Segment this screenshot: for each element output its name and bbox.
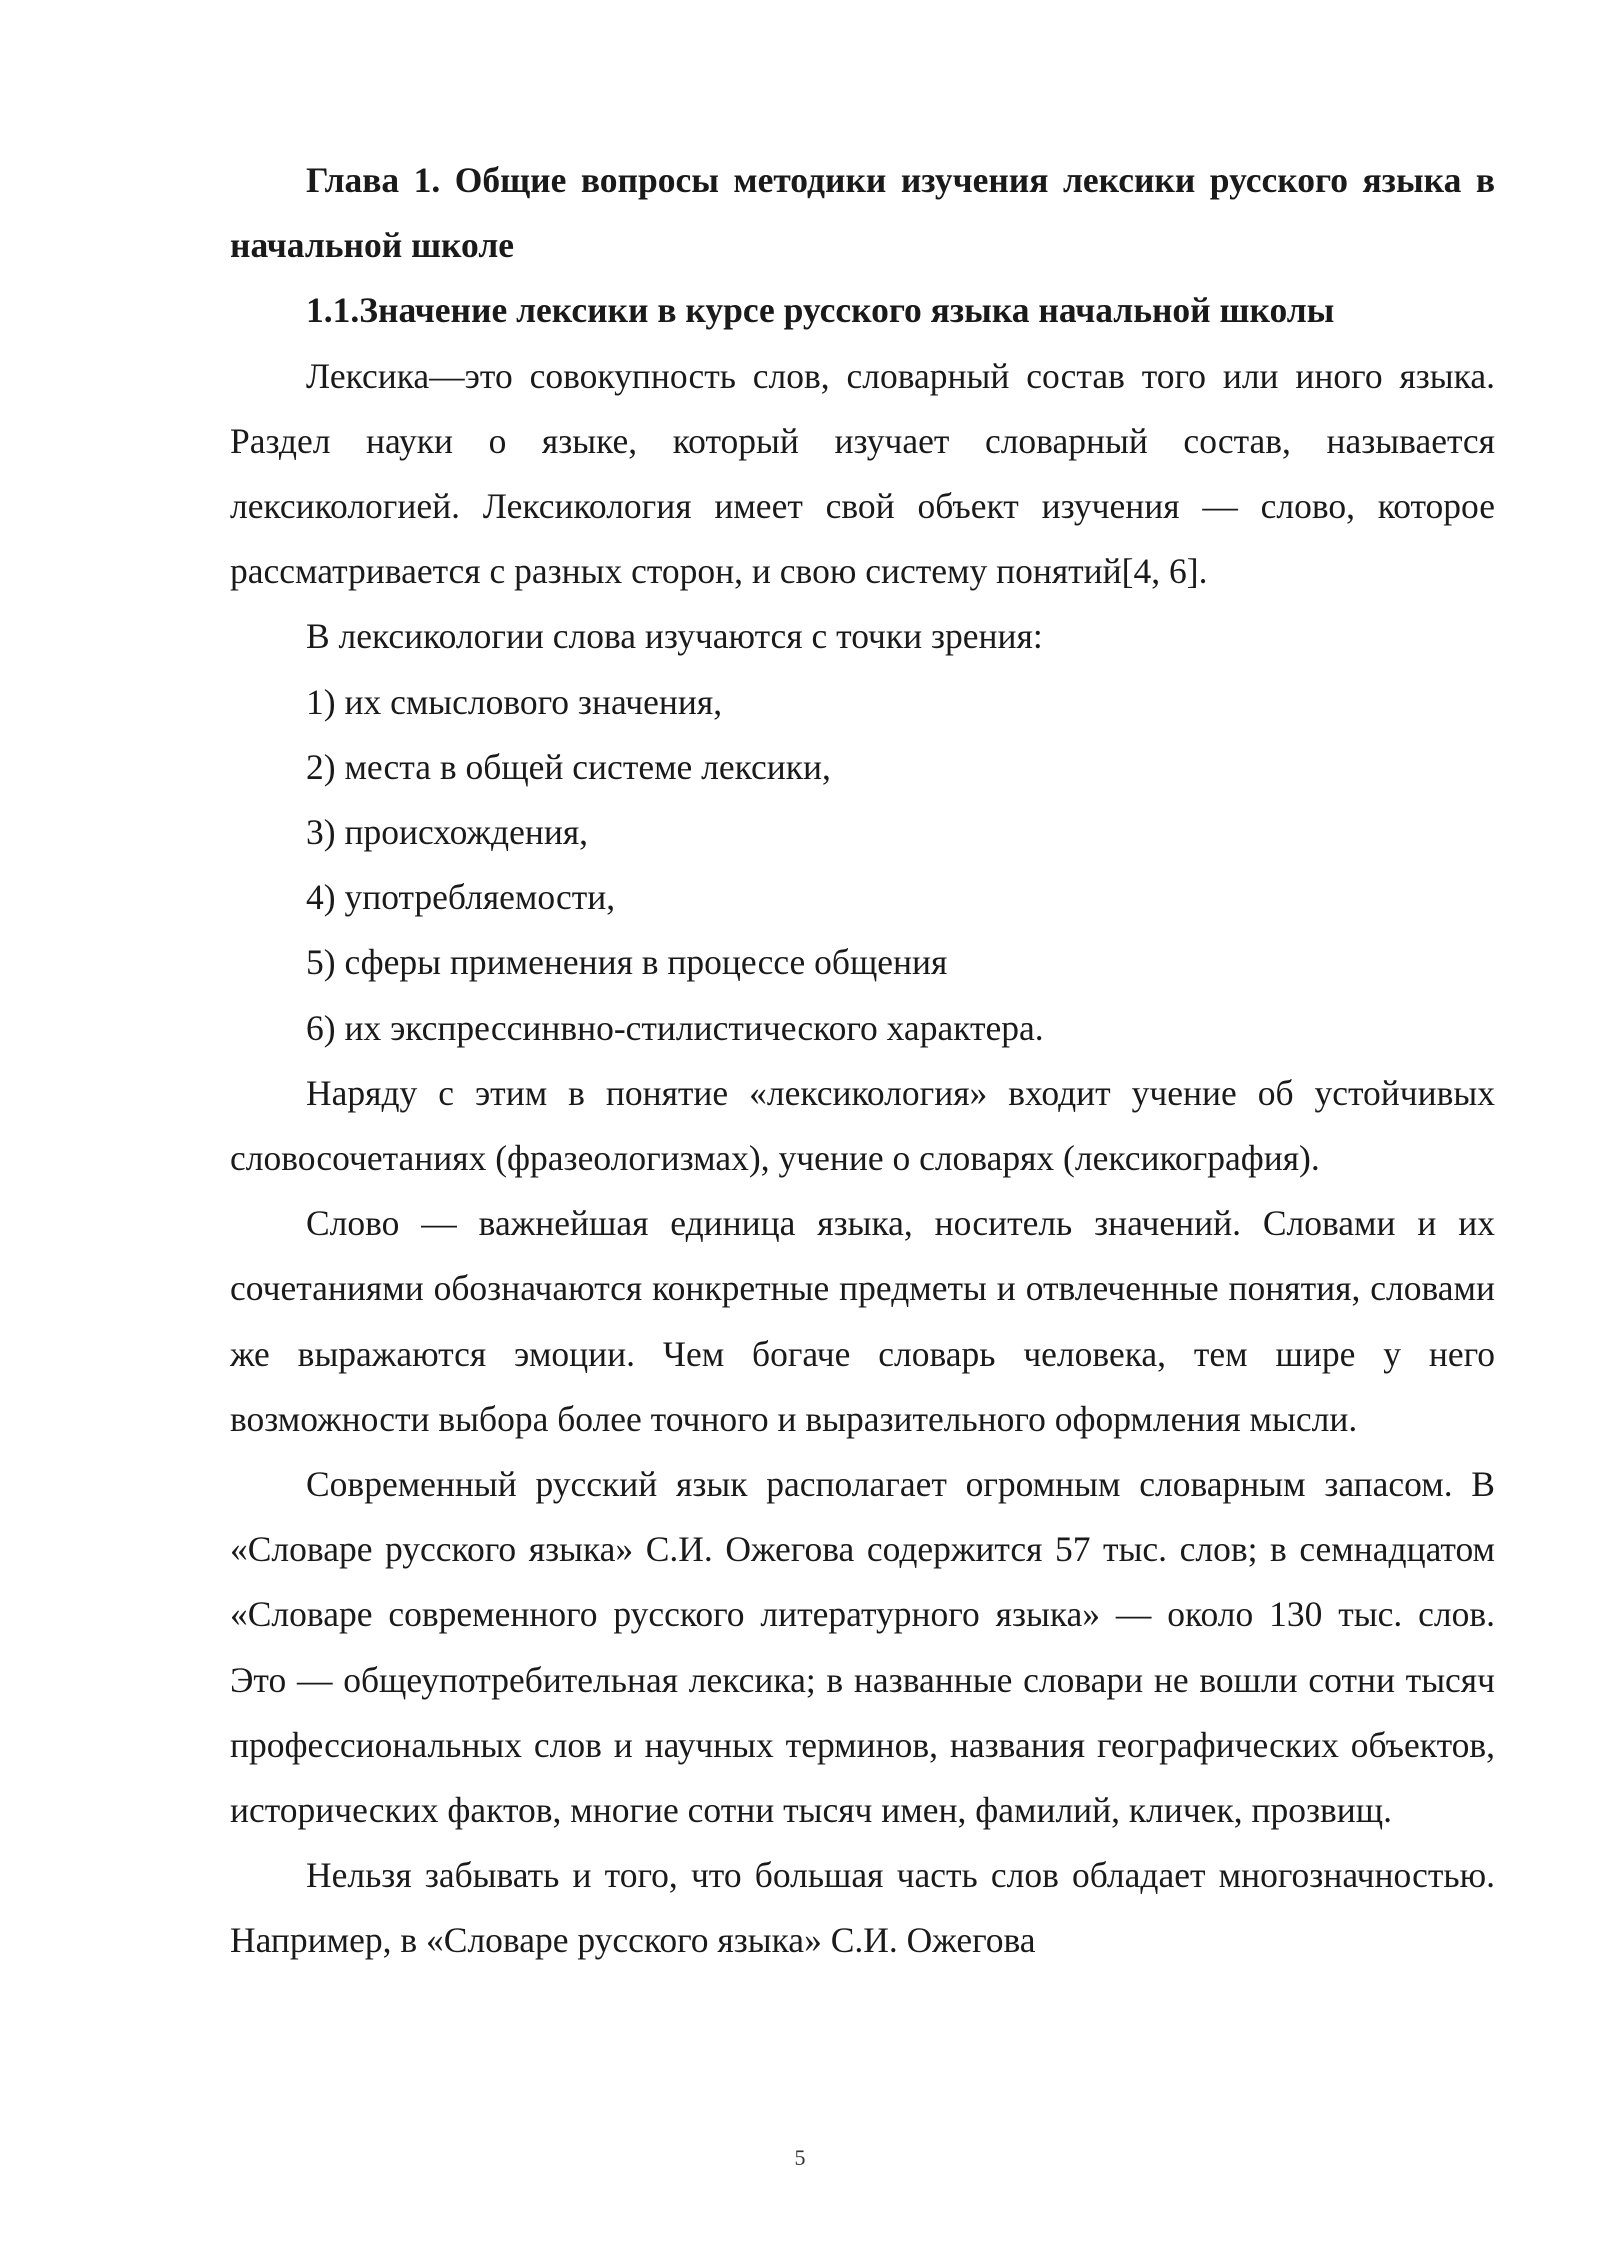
list-item: 1) их смыслового значения, (306, 681, 723, 722)
paragraph-lexicology-aspects: В лексикологии слова изучаются с точки зрения: (306, 616, 1043, 657)
paragraph-polysemy: Нельзя забывать и того, что большая часть слов обладает многозначностью. Например, в «Словаре русского языка» С.И. Ожегова (230, 1855, 1495, 1961)
paragraph-lexicon-definition: Лексика—это совокупность слов, словарный состав того или иного языка. Раздел науки о языке, который изучает словарный состав, называется лексикологией. Лексикология имеет свой объект изучения — слово, которое рассматривается с разных сторон, и свою систему понятий[4, 6]. (230, 355, 1495, 592)
chapter-title: Глава 1. Общие вопросы методики изучения лексики русского языка в начальной школе (230, 160, 1495, 266)
document-page (230, 148, 1495, 1974)
list-item: 6) их экспрессинвно-стилистического характера. (306, 1007, 1044, 1048)
paragraph-vocabulary-size: Современный русский язык располагает огромным словарным запасом. В «Словаре русского языка» С.И. Ожегова содержится 57 тыс. слов; в семнадцатом «Словаре современного русского литературного языка» — около 130 тыс. слов. Это — общеупотребительная лексика; в названные словари не вошли сотни тысяч профессиональных слов и научных терминов, названия географических объектов, исторических фактов, многие сотни тысяч имен, фамилий, кличек, прозвищ. (230, 1464, 1495, 1831)
list-item: 4) употребляемости, (306, 877, 616, 918)
list-item: 2) места в общей системе лексики, (306, 746, 831, 787)
section-title: 1.1.Значение лексики в курсе русского языка начальной школы (306, 290, 1335, 331)
page-number: 5 (794, 2145, 806, 2170)
list-item: 3) происхождения, (306, 812, 589, 853)
paragraph-word-importance: Слово — важнейшая единица языка, носитель значений. Словами и их сочетаниями обозначаются конкретные предметы и отвлеченные понятия, словами же выражаются эмоции. Чем богаче словарь человека, тем шире у него возможности выбора более точного и выразительного оформления мысли. (230, 1203, 1495, 1439)
list-item: 5) сферы применения в процессе общения (306, 942, 948, 983)
paragraph-phraseology: Наряду с этим в понятие «лексикология» входит учение об устойчивых словосочетаниях (фразеологизмах), учение о словарях (лексикография). (230, 1072, 1495, 1179)
